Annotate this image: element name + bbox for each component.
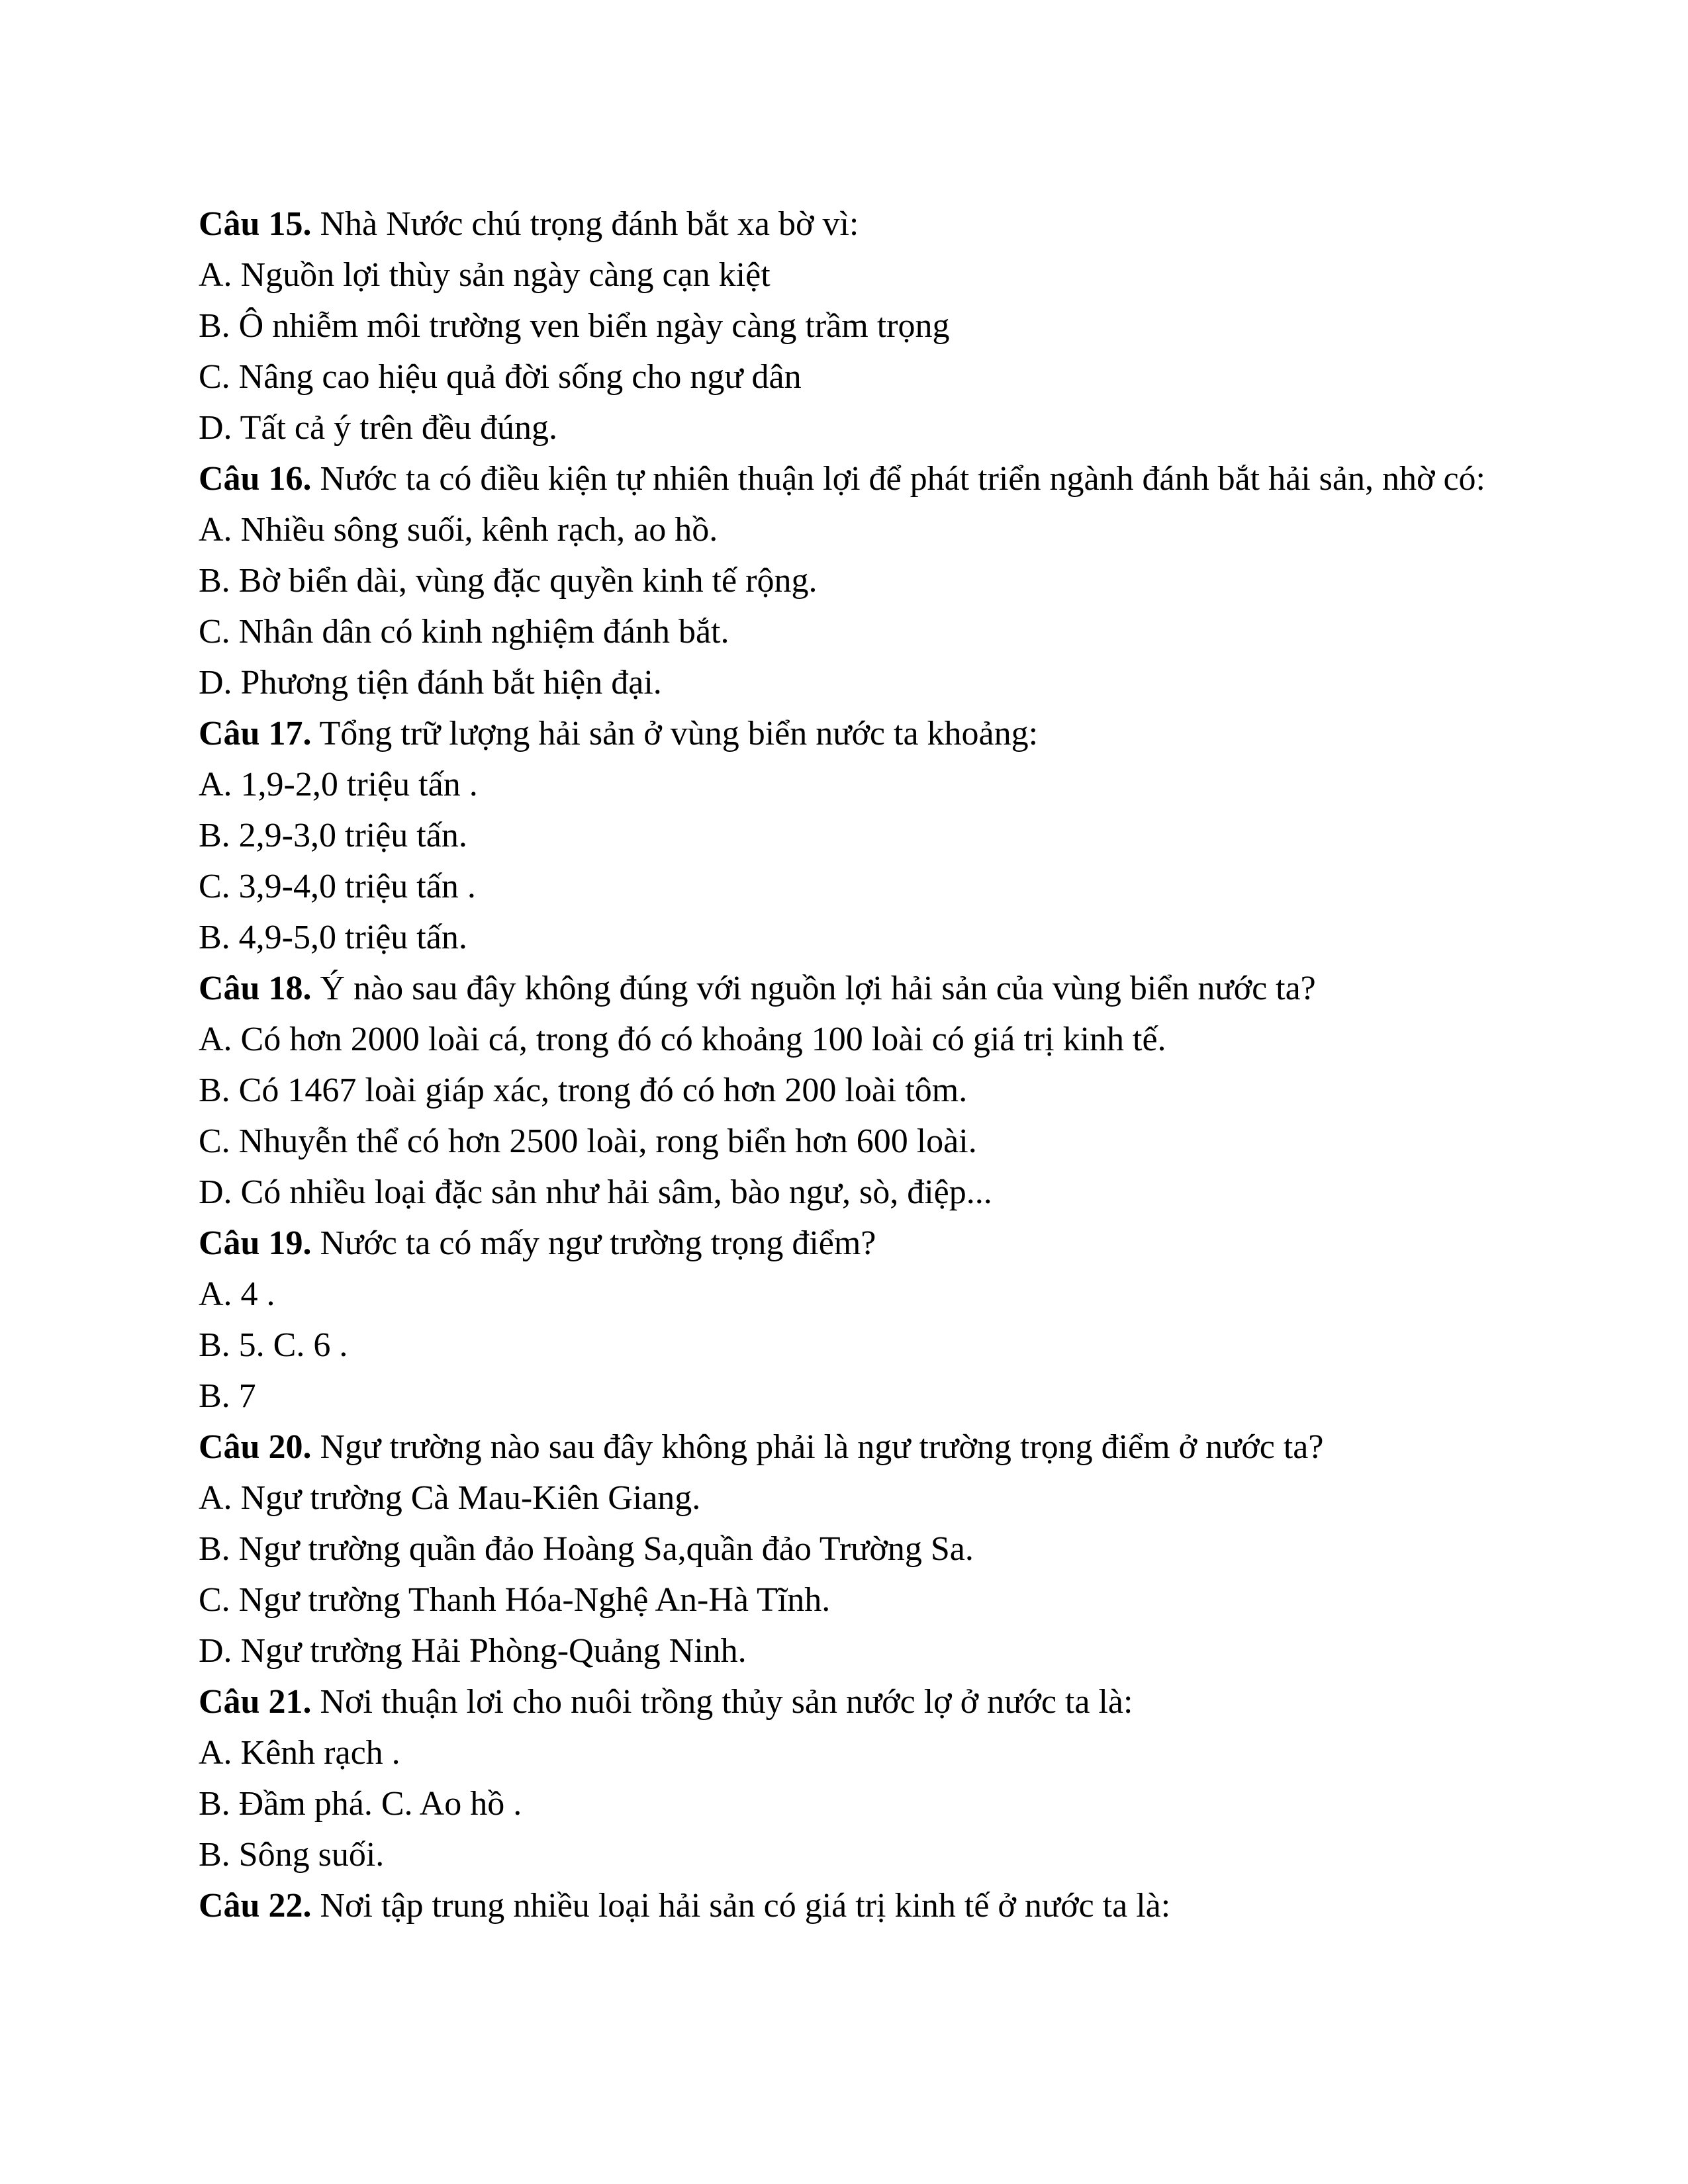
answer-option: D. Có nhiều loại đặc sản như hải sâm, bào ngư, sò, điệp... <box>199 1173 992 1211</box>
question-body: Ý nào sau đây không đúng với nguồn lợi hải sản của vùng biển nước ta? <box>311 970 1316 1007</box>
question-body: Tổng trữ lượng hải sản ở vùng biển nước ta khoảng: <box>311 715 1039 752</box>
question-text <box>199 1218 1489 1269</box>
question-16 <box>199 453 1489 708</box>
question-label: Câu 18. <box>199 970 312 1007</box>
answer-option: C. Ngư trường Thanh Hóa-Nghệ An-Hà Tĩnh. <box>199 1581 831 1619</box>
answer-option: B. 7 <box>199 1377 256 1415</box>
question-body: Nơi thuận lơi cho nuôi trồng thủy sản nước lợ ở nước ta là: <box>311 1683 1133 1721</box>
answer-option: C. 3,9-4,0 triệu tấn . <box>199 868 476 905</box>
question-body: Nước ta có mấy ngư trường trọng điểm? <box>311 1224 876 1262</box>
question-17 <box>199 708 1489 963</box>
document-page <box>199 199 1489 1931</box>
question-text <box>199 1676 1489 1727</box>
question-body: Nước ta có điều kiện tự nhiên thuận lợi để phát triển ngành đánh bắt hải sản, nhờ có: <box>311 460 1485 498</box>
answer-option: A. Kênh rạch . <box>199 1734 400 1772</box>
question-label: Câu 15. <box>199 205 312 243</box>
answer-option: D. Tất cả ý trên đều đúng. <box>199 409 557 447</box>
question-text <box>199 199 1489 250</box>
question-text <box>199 453 1489 504</box>
question-label: Câu 17. <box>199 715 312 752</box>
question-text <box>199 1880 1489 1931</box>
question-18 <box>199 963 1489 1218</box>
question-label: Câu 21. <box>199 1683 312 1721</box>
question-body: Nhà Nước chú trọng đánh bắt xa bờ vì: <box>311 205 859 243</box>
answer-option: C. Nhân dân có kinh nghiệm đánh bắt. <box>199 613 729 651</box>
answer-option: B. Bờ biển dài, vùng đặc quyền kinh tế rộng. <box>199 562 818 600</box>
question-21 <box>199 1676 1489 1880</box>
answer-option: A. Có hơn 2000 loài cá, trong đó có khoảng 100 loài có giá trị kinh tế. <box>199 1021 1166 1058</box>
question-body: Nơi tập trung nhiều loại hải sản có giá trị kinh tế ở nước ta là: <box>311 1887 1171 1925</box>
answer-option: C. Nhuyễn thể có hơn 2500 loài, rong biển hơn 600 loài. <box>199 1122 977 1160</box>
question-text <box>199 708 1489 759</box>
answer-option: A. Nguồn lợi thùy sản ngày càng cạn kiệt <box>199 256 771 294</box>
question-text <box>199 1422 1489 1473</box>
answer-option: B. Có 1467 loài giáp xác, trong đó có hơn 200 loài tôm. <box>199 1071 968 1109</box>
question-19 <box>199 1218 1489 1422</box>
answer-option: D. Phương tiện đánh bắt hiện đại. <box>199 664 662 702</box>
question-label: Câu 16. <box>199 460 312 498</box>
question-22 <box>199 1880 1489 1931</box>
answer-option: A. 1,9-2,0 triệu tấn . <box>199 766 478 803</box>
answer-option: A. Ngư trường Cà Mau-Kiên Giang. <box>199 1479 701 1517</box>
question-label: Câu 20. <box>199 1428 312 1466</box>
answer-option: B. Ô nhiễm môi trường ven biển ngày càng trầm trọng <box>199 307 950 345</box>
answer-option: B. 2,9-3,0 triệu tấn. <box>199 817 467 854</box>
question-body: Ngư trường nào sau đây không phải là ngư trường trọng điểm ở nước ta? <box>311 1428 1324 1466</box>
question-15 <box>199 199 1489 453</box>
answer-option: B. Đầm phá. C. Ao hồ . <box>199 1785 522 1823</box>
answer-option: B. 4,9-5,0 triệu tấn. <box>199 919 467 956</box>
answer-option: B. Sông suối. <box>199 1836 385 1874</box>
question-text <box>199 963 1489 1014</box>
answer-option: A. Nhiều sông suối, kênh rạch, ao hồ. <box>199 511 718 549</box>
answer-option: B. 5. C. 6 . <box>199 1326 348 1364</box>
answer-option: D. Ngư trường Hải Phòng-Quảng Ninh. <box>199 1632 747 1670</box>
question-label: Câu 22. <box>199 1887 312 1925</box>
answer-option: A. 4 . <box>199 1275 275 1313</box>
answer-option: B. Ngư trường quần đảo Hoàng Sa,quần đảo Trường Sa. <box>199 1530 974 1568</box>
question-label: Câu 19. <box>199 1224 312 1262</box>
answer-option: C. Nâng cao hiệu quả đời sống cho ngư dân <box>199 358 802 396</box>
question-20 <box>199 1422 1489 1676</box>
